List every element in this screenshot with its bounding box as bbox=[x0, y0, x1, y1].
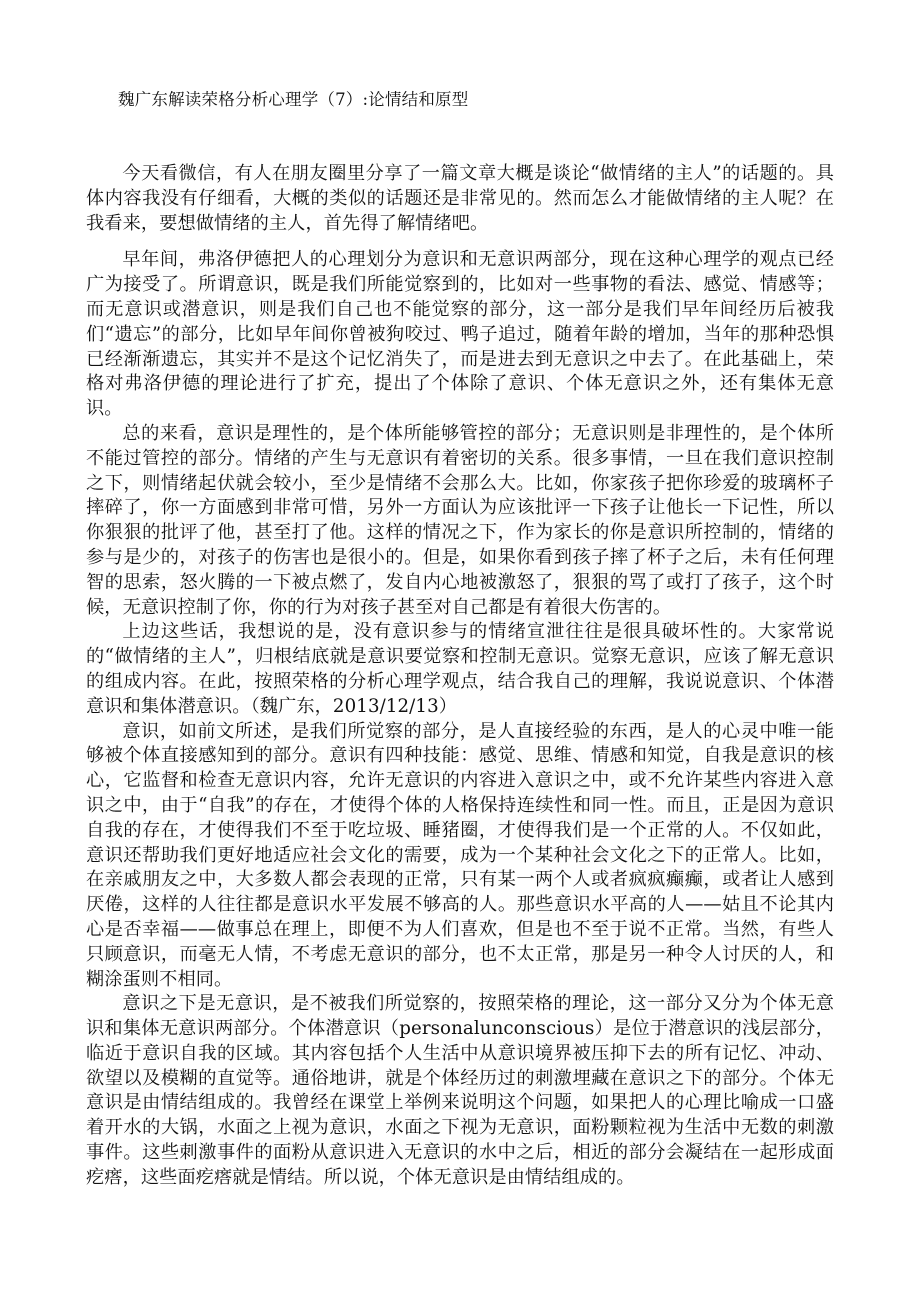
document-page bbox=[86, 88, 834, 1191]
document-title: 魏广东解读荣格分析心理学（7）:论情结和原型 bbox=[118, 90, 469, 109]
paragraph-emotion-control: 总的来看，意识是理性的，是个体所能够管控的部分；无意识则是非理性的，是个体所不能过管控的部分。情绪的产生与无意识有着密切的关系。很多事情，一旦在我们意识控制之下，则情绪起伏就会较小，至少是情绪不会那么大。比如，你家孩子把你珍爱的玻璃杯子摔碎了，你一方面感到非常可惜，另外一方面认为应该批评一下孩子让他长一下记性，所以你狠狠的批评了他，甚至打了他。这样的情况之下，作为家长的你是意识所控制的，情绪的参与是少的，对孩子的伤害也是很小的。但是，如果你看到孩子摔了杯子之后，未有任何理智的思索，怒火腾的一下被点燃了，发自内心地被激怒了，狠狠的骂了或打了孩子，这个时候，无意识控制了你，你的行为对孩子甚至对自己都是有着很大伤害的。 bbox=[86, 422, 834, 618]
paragraph-master-emotions: 上边这些话，我想说的是，没有意识参与的情绪宣泄往往是很具破坏性的。大家常说的“做情绪的主人”，归根结底就是意识要觉察和控制无意识。觉察无意识，应该了解无意识的组成内容。在此，按照荣格的分析心理学观点，结合我自己的理解，我说说意识、个体潜意识和集体潜意识。（魏广东，2013/12/13） bbox=[86, 621, 834, 717]
paragraph-unconscious: 意识之下是无意识，是不被我们所觉察的，按照荣格的理论，这一部分又分为个体无意识和集体无意识两部分。个体潜意识（personalunconscious）是位于潜意识的浅层部分，临近于意识自我的区域。其内容包括个人生活中从意识境界被压抑下去的所有记忆、冲动、欲望以及模糊的直觉等。通俗地讲，就是个体经历过的刺激埋藏在意识之下的部分。个体无意识是由情结组成的。我曾经在课堂上举例来说明这个问题，如果把人的心理比喻成一口盛着开水的大锅，水面之上视为意识，水面之下视为无意识，面粉颗粒视为生活中无数的刺激事件。这些刺激事件的面粉从意识进入无意识的水中之后，相近的部分会凝结在一起形成面疙瘩，这些面疙瘩就是情结。所以说，个体无意识是由情结组成的。 bbox=[86, 993, 834, 1188]
paragraph-consciousness: 意识，如前文所述，是我们所觉察的部分，是人直接经验的东西，是人的心灵中唯一能够被个体直接感知到的部分。意识有四种技能：感觉、思维、情感和知觉，自我是意识的核心，它监督和检查无意识内容，允许无意识的内容进入意识之中，或不允许某些内容进入意识之中，由于“自我”的存在，才使得个体的人格保持连续性和同一性。而且，正是因为意识自我的存在，才使得我们不至于吃垃圾、睡猪圈，才使得我们是一个正常的人。不仅如此，意识还帮助我们更好地适应社会文化的需要，成为一个某种社会文化之下的正常人。比如，在亲戚朋友之中，大多数人都会表现的正常，只有某一两个人或者疯疯癫癫，或者让人感到厌倦，这样的人往往都是意识水平发展不够高的人。那些意识水平高的人——姑且不论其内心是否幸福——做事总在理上，即便不为人们喜欢，但是也不至于说不正常。当然，有些人只顾意识，而毫无人情，不考虑无意识的部分，也不太正常，那是另一种令人讨厌的人，和糊涂蛋则不相同。 bbox=[86, 720, 834, 990]
paragraph-intro: 今天看微信，有人在朋友圈里分享了一篇文章大概是谈论“做情绪的主人”的话题的。具体内容我没有仔细看，大概的类似的话题还是非常见的。然而怎么才能做情绪的主人呢？在我看来，要想做情绪的主人，首先得了解情绪吧。 bbox=[86, 163, 834, 234]
paragraph-freud-theory: 早年间，弗洛伊德把人的心理划分为意识和无意识两部分，现在这种心理学的观点已经广为接受了。所谓意识，既是我们所能觉察到的，比如对一些事物的看法、感觉、情感等；而无意识或潜意识，则是我们自己也不能觉察的部分，这一部分是我们早年间经历后被我们“遗忘”的部分，比如早年间你曾被狗咬过、鸭子追过，随着年龄的增加，当年的那种恐惧已经渐渐遗忘，其实并不是这个记忆消失了，而是进去到无意识之中去了。在此基础上，荣格对弗洛伊德的理论进行了扩充，提出了个体除了意识、个体无意识之外，还有集体无意识。 bbox=[86, 249, 834, 420]
